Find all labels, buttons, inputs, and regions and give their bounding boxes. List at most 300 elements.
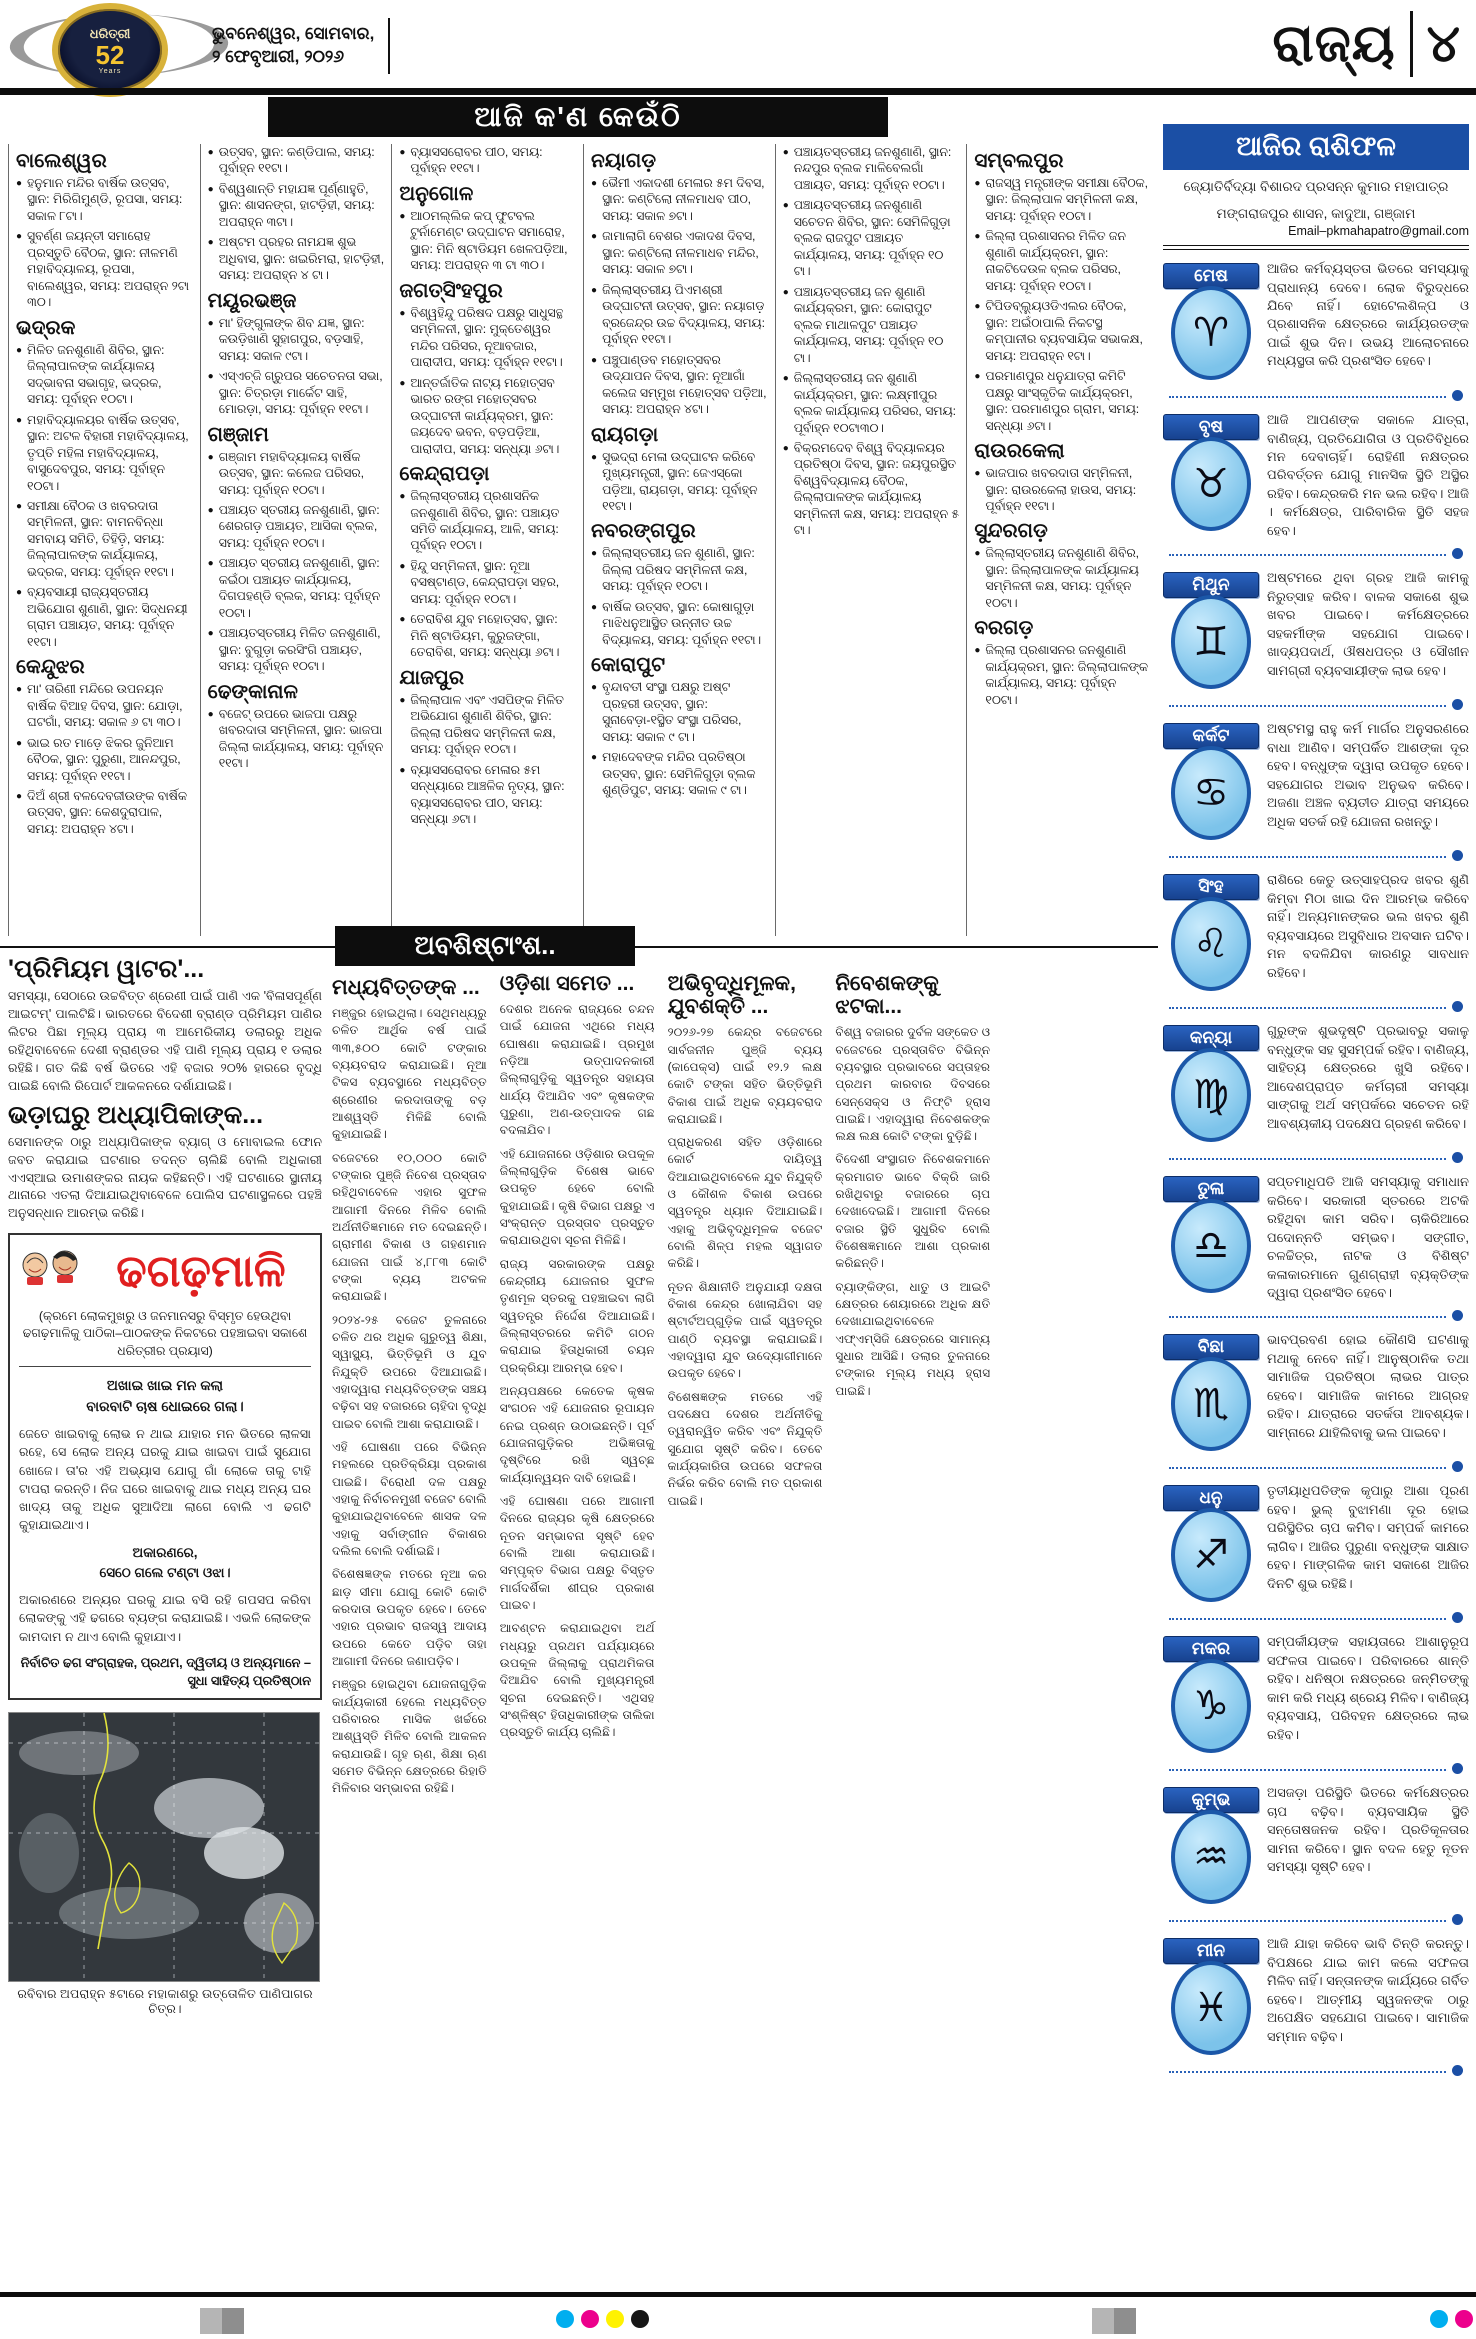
- event-item: [208, 555, 385, 621]
- event-item: [208, 706, 385, 772]
- horoscope-title: ଆଜିର ରାଶିଫଳ: [1163, 124, 1469, 170]
- district-section: [399, 668, 576, 828]
- bullet-icon: ●: [591, 682, 598, 694]
- event-text: ପଞ୍ଚାୟତସ୍ତରୀୟ ଜନଶୁଣାଣି, ସ୍ଥାନ: ନନ୍ଦପୁର ବ୍ଲକ ମାଳିବେଲଗାଁ ପଞ୍ଚାୟତ, ସମୟ: ପୂର୍ବାହ୍ନ ୧୦ଟା।: [793, 145, 952, 192]
- cancer-icon: ♋: [1171, 746, 1251, 840]
- event-item: [399, 558, 576, 607]
- event-item: [783, 144, 960, 193]
- event-text: ହନୁମାନ ମନ୍ଦିର ବାର୍ଷିକ ଉତ୍ସବ, ସ୍ଥାନ: ମିରିଗିମୁଣ୍ଡି, ରୂପସା, ସମୟ: ସକାଳ ୮ଟା।: [27, 176, 183, 223]
- event-item: [16, 788, 193, 837]
- remainder-paragraph: ଏହି ଯୋଜନାରେ ଓଡ଼ିଶାର ଉପକୂଳ ଜିଲ୍ଲାଗୁଡ଼ିକ ବିଶେଷ ଭାବେ ଉପକୃତ ହେବେ ବୋଲି କୁହାଯାଇଛି। କୃଷି ବିଭାଗ ପକ୍ଷରୁ ଏ ସଂକ୍ରାନ୍ତ ପ୍ରସ୍ତାବ ପ୍ରସ୍ତୁତ କରାଯାଉଥିବା ସୂଚନା ମିଳିଛି।: [499, 1146, 655, 1248]
- remainder-articles: [332, 972, 1158, 2280]
- event-text: ପଞ୍ଚୁପାଣ୍ଡବ ମହୋତ୍ସବର ଉଦ୍‌ଯାପନ ଦିବସ, ସ୍ଥାନ: ନୂଆଗାଁ କଲେଜ ସମ୍ମୁଖ ମହୋତ୍ସବ ପଡ଼ିଆ, ସମୟ: ଅପରାହ୍ନ ୪ଟା।: [602, 352, 767, 417]
- bullet-icon: ●: [591, 178, 598, 189]
- event-item: [974, 368, 1151, 434]
- horoscope-double-rule: [1163, 245, 1469, 250]
- district-section: [591, 151, 768, 418]
- district-section: [208, 425, 385, 675]
- event-text: ମା' ହିଙ୍ଗୁଳାଙ୍କ ଶିବ ଯଜ୍ଞ, ସ୍ଥାନ: କଉଡ଼ିଖାଣି ସୁହାଗପୁର, ବଡ଼ସାହି, ସମୟ: ସକାଳ ୯ଟା।: [218, 315, 365, 363]
- event-item: [208, 625, 385, 674]
- remainder-article: [668, 972, 823, 1510]
- event-item: [783, 197, 960, 279]
- event-text: ସମୀକ୍ଷା ବୈଠକ ଓ ଖବରଦାତା ସମ୍ମିଳନୀ, ସ୍ଥାନ: ବାମନବିନ୍ଧା ସମବାୟ ସମିତି, ତିହିଡ଼ି, ସମୟ: ଜିଲ୍ଲାପାଳଙ୍କ କାର୍ଯ୍ୟାଳୟ, ଭଦ୍ରକ, ସମୟ: ପୂର୍ବାହ୍ନ ୧୧ଟା।: [27, 498, 174, 579]
- aquarius-icon: ♒: [1171, 1810, 1251, 1904]
- district-section: [16, 151, 193, 311]
- cartoon-verse-line2: ବାରବାଟି ଚାଷ ଧୋଇରେ ଗଲା।: [86, 1398, 244, 1415]
- event-text: ଜିଲ୍ଲାପାଳ ଏବଂ ଏସପିଙ୍କ ମିଳିତ ଅଭିଯୋଗ ଶୁଣାଣି ଶିବିର, ସ୍ଥାନ: ଜିଲ୍ଲା ପରିଷଦ ସମ୍ମିଳନୀ କକ୍ଷ, ସମୟ: ପୂର୍ବାହ୍ନ ୧୦ଟା।: [410, 692, 564, 757]
- section-divider: [1410, 11, 1413, 77]
- event-text: ଜିଲ୍ଲାସ୍ତରୀୟ ଜନ ଶୁଣାଣି କାର୍ଯ୍ୟକ୍ରମ, ସ୍ଥାନ: ଲକ୍ଷ୍ମୀପୁର ବ୍ଲକ କାର୍ଯ୍ୟାଳୟ ପରିସର, ସମୟ: ପୂର୍ବାହ୍ନ ୧୦ଟା୩୦।: [793, 371, 957, 435]
- district-heading: ନୟାଗଡ଼: [591, 150, 657, 172]
- district-section: [399, 464, 576, 661]
- zodiac-block: [1163, 1633, 1469, 1774]
- cartoon-title: ଢଗଢ଼ମାଳି: [116, 1246, 286, 1296]
- blue-dot-icon: [1452, 1310, 1463, 1321]
- blue-dot-icon: [1452, 1001, 1463, 1012]
- district-section: [16, 657, 193, 837]
- bullet-icon: ●: [974, 548, 981, 560]
- event-text: ଭାଜପାର ଖବରଦାତା ସମ୍ମିଳନୀ, ସ୍ଥାନ: ରାଉରକେଲା ହାଉସ, ସମୟ: ପୂର୍ବାହ୍ନ ୧୧ଟା।: [985, 466, 1137, 513]
- blue-dot-icon: [1452, 548, 1463, 559]
- event-item: [783, 440, 960, 539]
- zodiac-name: କନ୍ୟା: [1163, 1025, 1259, 1051]
- bullet-icon: ●: [207, 237, 214, 249]
- zodiac-name: କୁମ୍ଭ: [1163, 1787, 1259, 1813]
- article-body: ସେମାନଙ୍କ ଠାରୁ ଅଧ୍ୟାପିକାଙ୍କ ବ୍ୟାଗ୍ ଓ ମୋବାଇଲ ଫୋନ ଜବତ କରାଯାଇ ଘଟଣାର ତଦନ୍ତ ଚାଲିଛି ବୋଲି ଅଧିକାରୀ ଏଏସ୍‌ଆଇ ଉମାଶଙ୍କର ନାୟକ କହିଛନ୍ତି। ଏହି ଘଟଣାରେ ସ୍ଥାନୀୟ ଥାନାରେ ଏତଲା ଦିଆଯାଇଥିବାବେଳେ ପୋଲିସ ଘଟଣାସ୍ଥଳରେ ପହଞ୍ଚି ଅନୁସନ୍ଧାନ ଆରମ୍ଭ କରିଛି।: [8, 1134, 322, 1221]
- zodiac-separator: [1169, 1763, 1463, 1774]
- event-text: ଜିଲ୍ଲା ପ୍ରଶାସନର ମିଳିତ ଜନ ଶୁଣାଣି କାର୍ଯ୍ୟକ୍ରମ, ସ୍ଥାନ: ନାକଟିଦେଉଳ ବ୍ଲକ ପରିସର, ସମୟ: ପୂର୍ବାହ୍ନ ୧୦ଟା।: [985, 229, 1126, 293]
- gray-density-patch: [200, 2308, 244, 2334]
- event-item: [591, 449, 768, 515]
- zodiac-name: ଧନୁ: [1163, 1485, 1259, 1511]
- zodiac-prediction: ସପ୍ତମାଧିପତି ଆଜି ସମସ୍ୟାକୁ ସମାଧାନ କରିବେ। ସରକାରୀ ସ୍ତରରେ ଅଟକି ରହିଥିବା କାମ ସରିବ। ଚାକିରିଆରେ ପଦୋନ୍ନତି ସମ୍ଭବ। ସଙ୍ଗୀତ, ଚଳଚ୍ଚିତ୍ର, ନାଟକ ଓ ବିଶିଷ୍ଟ କଳାକାରମାନେ ଗୁଣଗ୍ରାହୀ ବ୍ୟକ୍ତିଙ୍କ ଦ୍ୱାରା ପ୍ରଶଂସିତ ହେବେ।: [1267, 1174, 1469, 1301]
- cartoon-rule: [19, 1366, 311, 1367]
- event-text: ବିଶ୍ୱଶାନ୍ତି ମହାଯଜ୍ଞ ପୂର୍ଣ୍ଣାହୁତି, ସ୍ଥାନ: ଶାସନଙ୍ଗ, ହାଟଡ଼ିହୀ, ସମୟ: ଅପରାହ୍ନ ୩ଟା।: [218, 181, 375, 229]
- blue-dot-icon: [1452, 1914, 1463, 1925]
- remainder-article: [835, 972, 990, 1400]
- bullet-icon: ●: [591, 354, 598, 366]
- event-item: [399, 611, 576, 660]
- event-item: [591, 545, 768, 594]
- event-text: ଆନ୍ତର୍ଜାତିକ ନାଟ୍ୟ ମହୋତ୍ସବ ଭାରତ ରଙ୍ଗ ମହୋତ୍ସବର ଉଦ୍‌ଘାଟନୀ କାର୍ଯ୍ୟକ୍ରମ, ସ୍ଥାନ: ଜୟଦେବ ଭବନ, ବଡ଼ପଡ଼ିଆ, ପାରାଦୀପ, ସମୟ: ସନ୍ଧ୍ୟା ୬ଟା।: [410, 375, 560, 456]
- zodiac-separator: [1169, 1152, 1463, 1163]
- dateline-date: ୨ ଫେବୃଆରୀ, ୨୦୨୬: [212, 47, 345, 66]
- virgo-icon: ♍: [1171, 1048, 1251, 1142]
- event-item: [591, 352, 768, 418]
- bullet-icon: ●: [591, 601, 598, 613]
- remainder-article: [332, 976, 487, 1798]
- remainder-banner: ଅବଶିଷ୍ଟାଂଶ..: [335, 926, 635, 966]
- article-premium-water: [8, 956, 322, 1096]
- event-text: ଜିଲ୍ଲାସ୍ତରୀୟ ଜନ ଶୁଣାଣି, ସ୍ଥାନ: ଜିଲ୍ଲା ପରିଷଦ ସମ୍ମିଳନୀ କକ୍ଷ, ସମୟ: ପୂର୍ବାହ୍ନ ୧୦ଟା।: [602, 546, 755, 594]
- bullet-icon: ●: [782, 200, 789, 212]
- bullet-icon: ●: [974, 301, 981, 313]
- gray-density-patch: [1092, 2308, 1136, 2334]
- article-body: ସମସ୍ୟା, ସେଠାରେ ଉଚ୍ଚବିତ୍ତ ଶ୍ରେଣୀ ପାଇଁ ପାଣି ଏକ 'ବିଳାସପୂର୍ଣ୍ଣ ଆଇଟମ୍' ପାଲଟିଛି। ଭାରତରେ ବିଦେଶୀ ବ୍ରାଣ୍ଡ ପ୍ରିମିୟମ ପାଣିର ଲିଟର ପିଛା ମୂଲ୍ୟ ପ୍ରାୟ ୩ ଆମେରିକୀୟ ଡଲାରରୁ ଅଧିକ ରହିଥିବାବେଳେ ଦେଶୀ ବ୍ରାଣ୍ଡର ଏହି ପାଣି ମୂଲ୍ୟ ପ୍ରାୟ ୧ ଡଲାର ରହିଛି। ଗତ କିଛି ବର୍ଷ ଭିତରେ ଏହି ବଜାର ୨୦% ହାରରେ ବୃଦ୍ଧି ପାଇଛି ବୋଲି ରିପୋର୍ଟ ଆକଳନରେ ଦର୍ଶାଯାଇଛି।: [8, 989, 322, 1093]
- dotted-line: [1169, 2069, 1446, 2073]
- event-listings: [8, 144, 1158, 936]
- bullet-icon: ●: [591, 548, 598, 560]
- district-section: [974, 441, 1151, 514]
- district-section: [16, 318, 193, 650]
- district-heading: ଢେଙ୍କାନାଳ: [207, 680, 298, 703]
- zodiac-name: ସିଂହ: [1163, 874, 1259, 900]
- bullet-icon: ●: [16, 791, 23, 802]
- event-text: ଜିଲ୍ଲାସ୍ତରୀୟ ଜନଶୁଣାଣି ଶିବିର, ସ୍ଥାନ: ଜିଲ୍ଲାପାଳଙ୍କ କାର୍ଯ୍ୟାଳୟ ସମ୍ମିଳନୀ କକ୍ଷ, ସମୟ: ପୂର୍ବାହ୍ନ ୧୦ଟା।: [985, 546, 1140, 610]
- event-item: [208, 502, 385, 551]
- event-item: [208, 144, 385, 177]
- district-section: [591, 521, 768, 648]
- bullet-icon: ●: [782, 373, 789, 385]
- bullet-icon: ●: [591, 284, 598, 296]
- event-item: [16, 584, 193, 650]
- event-item: [208, 181, 385, 230]
- event-item: [591, 228, 768, 277]
- zodiac-name: ମେଷ: [1163, 263, 1259, 289]
- event-item: [974, 545, 1151, 611]
- zodiac-block: [1163, 1173, 1469, 1321]
- district-section: [783, 144, 960, 539]
- bullet-icon: ●: [207, 451, 214, 463]
- leo-icon: ♌: [1171, 897, 1251, 991]
- zodiac-prediction: ଅଷ୍ଟମରେ ଥିବା ଗ୍ରହ ଆଜି କାମକୁ ନିରୁତ୍ସାହ କରିବ। ବାଳକ ସକାଶେ ଶୁଭ ଖବର ପାଇବେ। କର୍ମକ୍ଷେତ୍ରରେ ସହକର୍ମୀଙ୍କ ସହଯୋଗ ପାଇବେ। ଖାଦ୍ୟପଦାର୍ଥ, ଔଷଧପତ୍ର ଓ ସୌଖୀନ ସାମଗ୍ରୀ ବ୍ୟବସାୟୀଙ୍କ ଲାଭ ହେବ।: [1267, 570, 1469, 678]
- bullet-icon: ●: [399, 210, 406, 222]
- cartoon-body1: ଜେତେ ଖାଇବାକୁ ଲୋଭ ନ ଥାଇ ଯାହାର ମନ ଭିତରେ ଲାଳସା ରହେ, ସେ ଲୋକ ଅନ୍ୟ ଘରକୁ ଯାଇ ଖାଇବା ପାଇଁ ସୁଯୋଗ ଖୋଜେ। ତା'ର ଏହି ଅଭ୍ୟାସ ଯୋଗୁ ଗାଁ ଲୋକେ ତାକୁ ଟାହି ଟାପରା କରନ୍ତି। ନିଜ ଘରେ ଖାଇବାକୁ ଥାଇ ମଧ୍ୟ ଅନ୍ୟ ଘର ଖାଦ୍ୟ ତାକୁ ଅଧିକ ସୁଆଦିଆ ଲାଗେ ବୋଲି ଏ ଢଗଟି କୁହାଯାଇଥାଏ।: [19, 1427, 311, 1533]
- district-heading: ଯାଜପୁର: [399, 666, 465, 689]
- event-item: [591, 175, 768, 224]
- district-heading: ସମ୍ବଲପୁର: [974, 150, 1064, 172]
- bullet-icon: ●: [16, 684, 23, 696]
- bullet-icon: ●: [782, 147, 789, 158]
- event-item: [783, 370, 960, 436]
- bullet-icon: ●: [782, 286, 789, 298]
- event-item: [591, 679, 768, 745]
- event-text: ଭାଇ ରତ ମାଡ଼େ ଝିକର ଜୁନିଆମ ବୈଠକ, ସ୍ଥାନ: ପୁରୁଣା, ଆନନ୍ଦପୁର, ସମୟ: ପୂର୍ବାହ୍ନ ୧୧ଟା।: [27, 735, 181, 783]
- cyan-dot-icon: [1430, 2310, 1448, 2328]
- zodiac-block: [1163, 1022, 1469, 1163]
- event-item: [399, 144, 576, 177]
- dateline: [212, 18, 390, 74]
- listings-column: [583, 144, 775, 936]
- bullet-icon: ●: [16, 231, 23, 243]
- event-item: [783, 284, 960, 366]
- pisces-icon: ♓: [1171, 1961, 1251, 2055]
- event-item: [16, 498, 193, 580]
- cartoon-caption: (କ୍ରମେ ଲୋକମୁଖରୁ ଓ ଜନମାନସରୁ ବିସ୍ମୃତ ହେଉଥିବା ଢଗଢ଼ମାଳିକୁ ପାଠିକା–ପାଠକଙ୍କ ନିକଟରେ ପହଞ୍ଚାଇବା ସକାଶେ ଧରିତ୍ରୀର ପ୍ରୟାସ): [22, 1309, 308, 1358]
- zodiac-block: [1163, 1482, 1469, 1623]
- bullet-icon: ●: [207, 147, 214, 158]
- taurus-icon: ♉: [1171, 437, 1251, 531]
- scorpio-icon: ♏: [1171, 1357, 1251, 1451]
- event-item: [208, 315, 385, 364]
- event-text: ସୁବର୍ଣ୍ଣ ଜୟନ୍ତୀ ସମାରୋହ ପ୍ରସ୍ତୁତି ବୈଠକ, ସ୍ଥାନ: ନୀଳମଣି ମହାବିଦ୍ୟାଳୟ, ରୂପସା, ବାଲେଶ୍ୱର, ସମୟ: ଅପରାହ୍ନ ୨ଟା ୩୦।: [27, 229, 190, 310]
- event-text: ସୁଭଦ୍ରା ମେଳା ଉଦ୍‌ଘାଟନ କରିବେ ମୁଖ୍ୟମନ୍ତ୍ରୀ, ସ୍ଥାନ: ଜେଏସ୍‌କୋ ପଡ଼ିଆ, ରାୟଗଡ଼ା, ସମୟ: ପୂର୍ବାହ୍ନ ୧୧ଟା।: [602, 449, 758, 513]
- astrologer-address: ମଙ୍ଗରାଜପୁର ଶାସନ, କାଦୁଆ, ଗଞ୍ଜାମ: [1216, 205, 1416, 221]
- zodiac-prediction: ସମ୍ପର୍କୀୟଙ୍କ ସହାୟତାରେ ଆଶାନୁରୂପ ସଫଳତା ପାଇବେ। ପରିବାରରେ ଶାନ୍ତି ରହିବ। ଧନିଷ୍ଠା ନକ୍ଷତ୍ରରେ ଜନ୍ମିତଙ୍କୁ କାମ କରି ମଧ୍ୟ ଶ୍ରେୟ ମିଳିବ। ବାଣିଜ୍ୟ ବ୍ୟବସାୟ, ପରିବହନ କ୍ଷେତ୍ରରେ ଲାଭ ରହିବ।: [1267, 1634, 1469, 1742]
- event-item: [399, 375, 576, 457]
- remainder-paragraph: ଏହି ଘୋଷଣା ପରେ ବିଭିନ୍ନ ମହଲରେ ପ୍ରତିକ୍ରିୟା ପ୍ରକାଶ ପାଇଛି। ବିରୋଧୀ ଦଳ ପକ୍ଷରୁ ଏହାକୁ ନିର୍ବାଚନମୁଖୀ ବଜେଟ ବୋଲି କୁହାଯାଇଥିବାବେଳେ ଶାସକ ଦଳ ଏହାକୁ ସର୍ବାଙ୍ଗୀନ ବିକାଶର ଦଲିଲ ବୋଲି ଦର୍ଶାଇଛି।: [332, 1439, 487, 1558]
- zodiac-separator: [1169, 1001, 1463, 1012]
- remainder-paragraph: ୨୦୨୪-୨୫ ବଜେଟ ତୁଳନାରେ ଚଳିତ ଥର ଅଧିକ ଗୁରୁତ୍ୱ ଶିକ୍ଷା, ସ୍ୱାସ୍ଥ୍ୟ, ଭିତ୍ତିଭୂମି ଓ ଯୁବ ନିଯୁକ୍ତି ଉପରେ ଦିଆଯାଇଛି। ଏହାଦ୍ୱାରା ମଧ୍ୟବିତ୍ତଙ୍କ ସଞ୍ଚୟ ବଢ଼ିବା ସହ ବଜାରରେ ଚାହିଦା ବୃଦ୍ଧି ପାଇବ ବୋଲି ଆଶା କରାଯାଉଛି।: [332, 1312, 487, 1431]
- event-item: [974, 298, 1151, 364]
- bullet-icon: ●: [207, 628, 214, 640]
- zodiac-separator: [1169, 1914, 1463, 1925]
- left-column: [8, 952, 322, 2017]
- district-section: [208, 144, 385, 284]
- event-item: [16, 681, 193, 730]
- event-item: [974, 228, 1151, 294]
- blue-dot-icon: [1452, 1612, 1463, 1623]
- print-registration-marks: [0, 2306, 1476, 2336]
- satellite-image: [8, 1712, 320, 1982]
- cartoon-verse-line1: ଅଖାଇ ଖାଇ ମନ କଲା: [106, 1377, 224, 1394]
- bullet-icon: ●: [207, 708, 214, 720]
- bullet-icon: ●: [399, 694, 406, 706]
- dotted-line: [1169, 1005, 1446, 1009]
- event-item: [974, 642, 1151, 708]
- bullet-icon: ●: [399, 560, 406, 572]
- district-section: [591, 425, 768, 515]
- zodiac-prediction: ଗୁରୁଙ୍କ ଶୁଭଦୃଷ୍ଟି ପ୍ରଭାବରୁ ସକାଳୁ ବନ୍ଧୁଙ୍କ ସହ ସୁସମ୍ପର୍କ ରହିବ। ବାଣିଜ୍ୟ, ସାହିତ୍ୟ କ୍ଷେତ୍ରରେ ଖୁସି ରହିବେ। ଆଦେଶପ୍ରାପ୍ତ କର୍ମଚାରୀ ସମସ୍ୟା ସାଙ୍ଗକୁ ଅର୍ଥ ସମ୍ପର୍କରେ ସଚେତନ ରହି ଆବଶ୍ୟକୀୟ ପଦକ୍ଷେପ ଗ୍ରହଣ କରିବେ।: [1267, 1023, 1469, 1131]
- remainder-paragraph: ୨୦୨୬-୨୭ କେନ୍ଦ୍ର ବଜେଟରେ ସାର୍ବଜନୀନ ପୁଞ୍ଜି ବ୍ୟୟ (କାପେକ୍ସ) ପାଇଁ ୧୨.୨ ଲକ୍ଷ କୋଟି ଟଙ୍କା ସହିତ ଭିତ୍ତିଭୂମି ବିକାଶ ପାଇଁ ଅଧିକ ବ୍ୟୟବରାଦ କରାଯାଇଛି।: [667, 1025, 823, 1126]
- bullet-icon: ●: [399, 614, 406, 626]
- district-section: [399, 281, 576, 457]
- dotted-line: [1169, 703, 1446, 707]
- event-text: ପଞ୍ଚାୟତସ୍ତରୀୟ ଜନଶୁଣାଣି ସଚେତନ ଶିବିର, ସ୍ଥାନ: ସେମିଳିଗୁଡ଼ା ବ୍ଲକ ରାଜପୁଟ ପଞ୍ଚାୟତ କାର୍ଯ୍ୟାଳୟ, ସମୟ: ପୂର୍ବାହ୍ନ ୧୦ ଟା।: [793, 198, 951, 279]
- remainder-paragraph: ମଞ୍ଜୁର ହୋଇଥିବା ଯୋଜନାଗୁଡ଼ିକ କାର୍ଯ୍ୟକାରୀ ହେଲେ ମଧ୍ୟବିତ୍ତ ପରିବାରର ମାସିକ ଖର୍ଚ୍ଚରେ ଆଶ୍ୱସ୍ତି ମିଳିବ ବୋଲି ଆକଳନ କରାଯାଉଛି। ଗୃହ ଋଣ, ଶିକ୍ଷା ଋଣ ସମେତ ବିଭିନ୍ନ କ୍ଷେତ୍ରରେ ରିହାତି ମିଳିବାର ସମ୍ଭାବନା ରହିଛି।: [332, 1677, 487, 1796]
- zodiac-separator: [1169, 699, 1463, 710]
- event-text: ମା' ତାରିଣୀ ମନ୍ଦିରେ ଉପନୟନ ବାର୍ଷିକ ବିଆହ ଦିବସ, ସ୍ଥାନ: ଯୋଡ଼ା, ଘଟଗାଁ, ସମୟ: ସକାଳ ୬ ଟା ୩୦।: [27, 682, 183, 730]
- cartoon-header: [19, 1243, 311, 1300]
- cmyk-dots: [556, 2310, 649, 2328]
- event-item: [208, 368, 385, 417]
- bullet-icon: ●: [207, 317, 214, 329]
- cyan-dot-icon: [556, 2310, 574, 2328]
- event-text: ବ୍ୟାସସରୋବର ମେଳାର ୫ମ ସନ୍ଧ୍ୟାରେ ଆଞ୍ଚଳିକ ନୃତ୍ୟ, ସ୍ଥାନ: ବ୍ୟାସସରୋବର ପୀଠ, ସମୟ: ସନ୍ଧ୍ୟା ୬ଟା।: [410, 762, 565, 826]
- listings-column: [966, 144, 1158, 936]
- event-text: ଗଞ୍ଜାମ ମହାବିଦ୍ୟାଳୟ ବାର୍ଷିକ ଉତ୍ସବ, ସ୍ଥାନ: କଲେଜ ପରିସର, ସମୟ: ପୂର୍ବାହ୍ନ ୧୦ଟା।: [218, 449, 365, 497]
- remainder-paragraph: ଏହି ଘୋଷଣା ପରେ ଆଗାମୀ ଦିନରେ ରାଜ୍ୟର କୃଷି କ୍ଷେତ୍ରରେ ନୂତନ ସମ୍ଭାବନା ସୃଷ୍ଟି ହେବ ବୋଲି ଆଶା କରାଯାଉଛି। ସମ୍ପୃକ୍ତ ବିଭାଗ ପକ୍ଷରୁ ବିସ୍ତୃତ ମାର୍ଗଦର୍ଶିକା ଶୀଘ୍ର ପ୍ରକାଶ ପାଇବ।: [499, 1493, 655, 1612]
- event-text: ମହାଦେବଙ୍କ ମନ୍ଦିର ପ୍ରତିଷ୍ଠା ଉତ୍ସବ, ସ୍ଥାନ: ସେମିଳିଗୁଡ଼ା ବ୍ଲକ ଶୁଣ୍ଡିପୁଟ, ସମୟ: ସକାଳ ୯ ଟା।: [602, 750, 756, 798]
- remainder-article-title: ଅଭିବୃଦ୍ଧିମୂଳକ, ଯୁବଶକ୍ତି ...: [667, 972, 796, 1019]
- district-section: [208, 291, 385, 418]
- zodiac-separator: [1169, 390, 1463, 401]
- zodiac-name: ମୀନ: [1163, 1938, 1259, 1964]
- bullet-icon: ●: [591, 231, 598, 243]
- blue-dot-icon: [1452, 1763, 1463, 1774]
- district-section: [208, 682, 385, 772]
- bullet-icon: ●: [16, 500, 23, 512]
- district-heading: ରାୟଗଡ଼ା: [591, 423, 659, 446]
- district-section: [974, 151, 1151, 434]
- cartoon-body2: ଅକାରଣରେ ଅନ୍ୟର ଘରକୁ ଯାଇ ବସି ରହି ଗପସପ କରିବା ଲୋକଙ୍କୁ ଏହି ଢଗରେ ବ୍ୟଙ୍ଗ କରାଯାଇଛି। ଏଭଳି ଲୋକଙ୍କ କାମଦାମ ନ ଥାଏ ବୋଲି କୁହାଯାଏ।: [19, 1593, 311, 1644]
- zodiac-prediction: ରାଶିରେ କେତୁ ଉତ୍ସାହପ୍ରଦ ଖବର ଶୁଣି କିମ୍ବା ମିଠା ଖାଇ ଦିନ ଆରମ୍ଭ କରିବେ ନାହିଁ। ଅନ୍ୟମାନଙ୍କର ଭଲ ଖବର ଶୁଣି ବ୍ୟବସାୟରେ ଅସୁବିଧାର ଅବସାନ ଘଟିବ। ମନ ବଦଳିଯିବା କାରଣରୁ ସାବଧାନ ରହିବେ।: [1267, 872, 1469, 980]
- bullet-icon: ●: [16, 737, 23, 749]
- section-box: [1272, 6, 1460, 82]
- bullet-icon: ●: [399, 764, 406, 776]
- dotted-line: [1169, 394, 1446, 398]
- zodiac-block: [1163, 1784, 1469, 1925]
- zodiac-prediction: ଆଜି ଆପଣଙ୍କ ସକାଳେ ଯାତ୍ରା, ବାଣିଜ୍ୟ, ପ୍ରତିଯୋଗିତା ଓ ପ୍ରତିବିଧିରେ ମନ ଦେବାଚାହିଁ। ରୋହିଣୀ ନକ୍ଷତ୍ରର ପରିବର୍ତ୍ତନ ଯୋଗୁ ମାନସିକ ସ୍ଥିତି ଅସ୍ଥିର ରହିବ। କେନ୍ଦ୍ରକରି ମନ ଭଲ ରହିବ। ଆଜି । କର୍ମକ୍ଷେତ୍ର, ପାରିବାରିକ ସ୍ଥିତି ସହଜ ହେବ।: [1267, 412, 1469, 538]
- event-text: ବଜେଟ୍ ଉପରେ ଭାଜପା ପକ୍ଷରୁ ଖବରଦାତା ସମ୍ମିଳନୀ, ସ୍ଥାନ: ଭାଜପା ଜିଲ୍ଲା କାର୍ଯ୍ୟାଳୟ, ସମୟ: ପୂର୍ବାହ୍ନ ୧୧ଟା।: [218, 706, 384, 771]
- listings-column: [200, 144, 392, 936]
- event-item: [591, 749, 768, 798]
- event-text: ଜିଲ୍ଲାସ୍ତରୀୟ ପିଏମଶ୍ରୀ ଉଦ୍‌ଘାଟନୀ ଉତ୍ସବ, ସ୍ଥାନ: ନୟାଗଡ଼ ବ୍ରଜେନ୍ଦ୍ର ଉଚ୍ଚ ବିଦ୍ୟାଳୟ, ସମୟ: ପୂର୍ବାହ୍ନ ୧୧ଟା।: [602, 282, 765, 347]
- dotted-line: [1169, 1616, 1446, 1620]
- bullet-icon: ●: [782, 442, 789, 454]
- district-heading: ବାଲେଶ୍ୱର: [16, 150, 107, 172]
- capricorn-icon: ♑: [1171, 1659, 1251, 1753]
- remainder-paragraph: ପ୍ରାଧିକରଣ ସହିତ ଓଡ଼ିଶାରେ କୋର୍ଟ ଦାୟିତ୍ୱ ଦିଆଯାଇଥିବାବେଳେ ଯୁବ ନିଯୁକ୍ତି ଓ କୌଶଳ ବିକାଶ ଉପରେ ସ୍ୱତନ୍ତ୍ର ଧ୍ୟାନ ଦିଆଯାଇଛି। ଏହାକୁ ଅଭିବୃଦ୍ଧିମୂଳକ ବଜେଟ ବୋଲି ଶିଳ୍ପ ମହଲ ସ୍ୱାଗତ କରିଛି।: [667, 1135, 823, 1271]
- zodiac-block: [1163, 1331, 1469, 1472]
- zodiac-prediction: ଭାବପ୍ରବଣ ହୋଇ କୌଣସି ଘଟଣାକୁ ମଥାକୁ ନେବେ ନାହିଁ। ଆନୁଷ୍ଠାନିକ ତଥା ସାମାଜିକ ପ୍ରତିଷ୍ଠା ଲାଭର ପାତ୍ର ହେବେ। ସାମାଜିକ କାମରେ ଆଗ୍ରହ ରହିବ। ଯାତ୍ରାରେ ସତର୍କତା ଆବଶ୍ୟକ। ସାମ୍ନାରେ ଯାହିଲିବାକୁ ଭଲ ପାଇବେ।: [1267, 1332, 1469, 1440]
- bullet-icon: ●: [399, 491, 406, 503]
- event-text: ଜିଲ୍ଲାସ୍ତରୀୟ ପ୍ରଶାସନିକ ଜନଶୁଣାଣି ଶିବିର, ସ୍ଥାନ: ପଞ୍ଚାୟତ ସମିତି କାର୍ଯ୍ୟାଳୟ, ଆଳି, ସମୟ: ପୂର୍ବାହ୍ନ ୧୦ଟା।: [410, 489, 560, 553]
- article-lecturer: [8, 1102, 322, 1224]
- zodiac-prediction: ତୃତୀୟାଧିପତିଙ୍କ କୃପାରୁ ଆଶା ପୂରଣ ହେବ। ଭୁଲ୍ ବୁଝାମଣା ଦୂର ହୋଇ ପରିସ୍ଥିତିର ଚାପ କମିବ। ସମ୍ପର୍କ କାମରେ ଲାଗିବ। ଆଜିର ପୁରୁଣା ବନ୍ଧୁଙ୍କ ସାକ୍ଷାତ ହେବ। ମାଙ୍ଗଳିକ କାମ ସକାଶେ ଆଜିର ଦିନଟି ଶୁଭ ରହିଛି।: [1267, 1483, 1469, 1591]
- event-text: ଜିଲ୍ଲା ପ୍ରଶାସନର ଜନଶୁଣାଣି କାର୍ଯ୍ୟକ୍ରମ, ସ୍ଥାନ: ଜିଲ୍ଲାପାଳଙ୍କ କାର୍ଯ୍ୟାଳୟ, ସମୟ: ପୂର୍ବାହ୍ନ ୧୦ଟା।: [985, 643, 1149, 707]
- district-heading: ବରଗଡ଼: [974, 617, 1034, 640]
- section-label: ରାଜ୍ୟ: [1272, 14, 1396, 73]
- event-text: ବାର୍ଷିକ ଉତ୍ସବ, ସ୍ଥାନ: କୋଷାଗୁଡ଼ା ମାଝିଧନୁଆସ୍ଥିତ ଉନ୍ନୀତ ଉଚ୍ଚ ବିଦ୍ୟାଳୟ, ସମୟ: ପୂର୍ବାହ୍ନ ୧୧ଟା।: [602, 599, 762, 647]
- district-heading: ଜଗତ୍‌ସିଂହପୁର: [399, 279, 503, 302]
- zodiac-name: ମକର: [1163, 1636, 1259, 1662]
- bullet-icon: ●: [207, 504, 214, 516]
- blue-dot-icon: [1452, 2065, 1463, 2076]
- dotted-line: [1169, 552, 1446, 556]
- dotted-line: [1169, 1767, 1446, 1771]
- event-item: [399, 692, 576, 758]
- blue-dot-icon: [1452, 850, 1463, 861]
- event-text: ବ୍ୟବସାୟୀ ରାଜ୍ୟସ୍ତରୀୟ ଅଭିଯୋଗ ଶୁଣାଣି, ସ୍ଥାନ: ସିଦ୍ଧନୟୀ ଗ୍ରାମ ପଞ୍ଚାୟତ, ସମୟ: ପୂର୍ବାହ୍ନ ୧୧ଟା।: [27, 585, 188, 649]
- remainder-paragraph: ମଞ୍ଜୁର ହୋଇଥିଲା। ସେଥିମଧ୍ୟରୁ ଚଳିତ ଆର୍ଥିକ ବର୍ଷ ପାଇଁ ୩୩,୫୦୦ କୋଟି ଟଙ୍କାର ବ୍ୟୟବରାଦ କରାଯାଇଛି। ନୂଆ ଟିକସ ବ୍ୟବସ୍ଥାରେ ମଧ୍ୟବିତ୍ତ ଶ୍ରେଣୀର କରଦାତାଙ୍କୁ ବଡ଼ ଆଶ୍ୱସ୍ତି ମିଳିଛି ବୋଲି କୁହାଯାଇଛି।: [332, 1006, 487, 1142]
- bullet-icon: ●: [207, 371, 214, 383]
- bullet-icon: ●: [16, 178, 23, 189]
- event-item: [208, 449, 385, 498]
- dharitri-logo: [52, 3, 168, 97]
- cartoon-mid-line1: ଅକାରଣରେ,: [132, 1544, 198, 1560]
- dotted-line: [1169, 854, 1446, 858]
- masthead: [0, 0, 1476, 88]
- event-item: [974, 175, 1151, 224]
- event-item: [16, 412, 193, 494]
- event-text: ଦିଅଁ ଶ୍ରୀ ବଳଦେବଜୀଉଙ୍କ ବାର୍ଷିକ ଉତ୍ସବ, ସ୍ଥାନ: କେଶଦୁରାପାଳ, ସମୟ: ଅପରାହ୍ନ ୪ଟା।: [27, 789, 187, 836]
- blue-dot-icon: [1452, 390, 1463, 401]
- magenta-dot-icon: [1455, 2310, 1473, 2328]
- remainder-article: [500, 972, 655, 1742]
- black-dot-icon: [631, 2310, 649, 2328]
- bullet-icon: ●: [399, 377, 406, 389]
- zodiac-separator: [1169, 1612, 1463, 1623]
- zodiac-name: କର୍କଟ: [1163, 723, 1259, 749]
- remainder-paragraph: ଦେଶର ଅନେକ ରାଜ୍ୟରେ ଚନ୍ଦନ ପାଇଁ ଯୋଜନା ଏଥିରେ ମଧ୍ୟ ଘୋଷଣା କରାଯାଇଛି। ପ୍ରମୁଖ ନଡ଼ିଆ ଉତ୍ପାଦନକାରୀ ଜିଲ୍ଲାଗୁଡ଼ିକୁ ସ୍ୱତନ୍ତ୍ର ସହାୟତା ଧାର୍ଯ୍ୟ ଦିଆଯିବ ଏବଂ କୃଷକଙ୍କ ପୁରୁଣା, ଅଣ-ଉତ୍ପାଦକ ଗଛ ବଦଳାଯିବ।: [499, 1002, 655, 1138]
- event-text: ପଞ୍ଚାୟତସ୍ତରୀୟ ଜନ ଶୁଣାଣି କାର୍ଯ୍ୟକ୍ରମ, ସ୍ଥାନ: କୋରାପୁଟ ବ୍ଲକ ମାଥାଳପୁଟ ପଞ୍ଚାୟତ କାର୍ଯ୍ୟାଳୟ, ସମୟ: ପୂର୍ବାହ୍ନ ୧୦ ଟା।: [793, 284, 944, 365]
- bottom-rule: [0, 2292, 1476, 2297]
- bullet-icon: ●: [16, 414, 23, 426]
- page-number: ୪: [1426, 14, 1460, 73]
- dotted-line: [1169, 1156, 1446, 1160]
- bullet-icon: ●: [207, 183, 214, 195]
- zodiac-separator: [1169, 548, 1463, 559]
- district-heading: ଅନୁଗୋଳ: [399, 182, 474, 205]
- bullet-icon: ●: [207, 558, 214, 570]
- header-rule: [0, 88, 1476, 95]
- listings-column: [8, 144, 200, 936]
- event-text: ପଞ୍ଚାୟତସ୍ତରୀୟ ମିଳିତ ଜନଶୁଣାଣି, ସ୍ଥାନ: ବୁଗୁଡ଼ା କରସିଂଗି ପଞ୍ଚାୟତ, ସମୟ: ପୂର୍ବାହ୍ନ ୧୦ଟା।: [218, 626, 381, 674]
- event-text: ବିକ୍ରମଦେବ ବିଶ୍ୱ ବିଦ୍ୟାଳୟର ପ୍ରତିଷ୍ଠା ଦିବସ, ସ୍ଥାନ: ଜୟପୁରସ୍ଥିତ ବିଶ୍ୱବିଦ୍ୟାଳୟ ବୈଠକ, ଜିଲ୍ଲାପାଳଙ୍କ କାର୍ଯ୍ୟାଳୟ ସମ୍ମିଳନୀ କକ୍ଷ, ସମୟ: ଅପରାହ୍ନ ୫ ଟା।: [793, 440, 960, 538]
- event-item: [974, 465, 1151, 514]
- event-item: [591, 599, 768, 648]
- zodiac-separator: [1169, 2065, 1463, 2076]
- bullet-icon: ●: [974, 371, 981, 383]
- event-text: ଉତ୍ସବ, ସ୍ଥାନ: କଣ୍ଡିପାଲ, ସମୟ: ପୂର୍ବାହ୍ନ ୧୧ଟା।: [218, 145, 375, 176]
- zodiac-separator: [1169, 1310, 1463, 1321]
- event-item: [399, 762, 576, 828]
- event-item: [399, 305, 576, 371]
- event-text: ଟିପିଡବ୍ଲ୍ୟୁଓଡିଏଲର ବୈଠକ, ସ୍ଥାନ: ଅଇଁଠାପାଲି ନିକଟସ୍ଥ କମ୍ପାନୀର ବ୍ୟବସାୟିକ ସଭାକକ୍ଷ, ସମୟ: ଅପରାହ୍ନ ୧ଟା।: [985, 299, 1143, 363]
- event-text: ଆଠମଲ୍ଲିକ କପ୍ ଫୁଟବଲ ଟୁର୍ନାମେଣ୍ଟ ଉଦ୍‌ଘାଟନ ସମାରୋହ, ସ୍ଥାନ: ମିନି ଷ୍ଟାଡିୟମ ଖେଳପଡ଼ିଆ, ସମୟ: ଅପରାହ୍ନ ୩ ଟା ୩୦।: [410, 208, 568, 273]
- event-item: [16, 228, 193, 310]
- district-heading: କୋରାପୁଟ: [591, 654, 666, 677]
- cartoon-faces-icon: [19, 1243, 83, 1300]
- listings-column: [391, 144, 583, 936]
- zodiac-block: [1163, 569, 1469, 710]
- gemini-icon: ♊: [1171, 595, 1251, 689]
- bullet-icon: ●: [399, 147, 406, 158]
- district-section: [591, 655, 768, 798]
- district-heading: ସୁନ୍ଦରଗଡ଼: [974, 520, 1048, 543]
- event-text: ମହାବିଦ୍ୟାଳୟର ବାର୍ଷିକ ଉତ୍ସବ, ସ୍ଥାନ: ଅଟଳ ବିହାରୀ ମହାବିଦ୍ୟାଳୟ, ତୃପ୍ତି ମହିଳା ମହାବିଦ୍ୟାଳୟ, ବାସୁଦେବପୁର, ସମୟ: ପୂର୍ବାହ୍ନ ୧୦ଟା।: [27, 412, 189, 493]
- event-text: ପଞ୍ଚାୟତ ସ୍ତରୀୟ ଜନଶୁଣାଣି, ସ୍ଥାନ: କଇଁଠା ପଞ୍ଚାୟତ କାର୍ଯ୍ୟାଳୟ, ଦିଗପହଣ୍ଡି ବ୍ଲକ, ସମୟ: ପୂର୍ବାହ୍ନ ୧୦ଟା।: [218, 556, 381, 620]
- event-item: [399, 208, 576, 274]
- district-section: [974, 618, 1151, 708]
- logo-years-label: Years: [98, 67, 122, 75]
- zodiac-block: [1163, 871, 1469, 1012]
- zodiac-separator: [1169, 850, 1463, 861]
- libra-icon: ♎: [1171, 1199, 1251, 1293]
- district-heading: କେନ୍ଦୁଝର: [16, 656, 85, 679]
- district-heading: ଗଞ୍ଜାମ: [207, 423, 269, 446]
- event-item: [208, 234, 385, 283]
- bullet-icon: ●: [974, 178, 981, 189]
- remainder-article-title: ନିବେଶକଙ୍କୁ ଝଟକା...: [835, 972, 939, 1019]
- dotted-line: [1169, 1465, 1446, 1469]
- zodiac-name: ମିଥୁନ: [1163, 572, 1259, 598]
- logo-years: 52: [95, 39, 125, 70]
- dhagadhamali-box: [8, 1233, 322, 1700]
- today-listings-banner: ଆଜି କ'ଣ କେଉଁଠି: [268, 97, 888, 137]
- yellow-dot-icon: [606, 2310, 624, 2328]
- event-text: ପରମାଣପୁର ଧନୁଯାତ୍ରା କମିଟି ପକ୍ଷରୁ ସାଂସ୍କୃତିକ କାର୍ଯ୍ୟକ୍ରମ, ସ୍ଥାନ: ପରମାଣପୁର ଗ୍ରାମ, ସମୟ: ସନ୍ଧ୍ୟା ୬ଟା।: [985, 369, 1140, 433]
- remainder-paragraph: ବିଶେଷଜ୍ଞଙ୍କ ମତରେ ଏହି ପଦକ୍ଷେପ ଦେଶର ଅର୍ଥନୀତିକୁ ତ୍ୱରାନ୍ୱିତ କରିବ ଏବଂ ନିଯୁକ୍ତି ସୁଯୋଗ ସୃଷ୍ଟି କରିବ। ତେବେ କାର୍ଯ୍ୟକାରିତା ଉପରେ ସଫଳତା ନିର୍ଭର କରିବ ବୋଲି ମତ ପ୍ରକାଶ ପାଇଛି।: [667, 1389, 823, 1508]
- zodiac-prediction: ଅଷ୍ଟମସ୍ଥ ରାହୁ କର୍ମ ମାର୍ଗର ଅନୁସରଣରେ ବାଧା ଆଣିବ। ସମ୍ପର୍କିତ ଆଶଙ୍କା ଦୂର ହେବ। ବନ୍ଧୁଙ୍କ ଦ୍ୱାରା ଉପକୃତ ହେବେ। ସହଯୋଗର ଅଭାବ ଅନୁଭବ କରିବେ। ଅଜଣା ଅଞ୍ଚଳ ବ୍ୟତୀତ ଯାତ୍ରା ସମୟରେ ଅଧିକ ସତର୍କ ରହି ଯୋଜନା ରଖନ୍ତୁ।: [1267, 721, 1469, 829]
- zodiac-block: [1163, 720, 1469, 861]
- article-title: 'ପ୍ରିମିୟମ ୱାଟର'...: [8, 955, 205, 983]
- event-item: [16, 342, 193, 408]
- event-text: ଅଷ୍ଟମ ପ୍ରହର ନାମଯଜ୍ଞ ଶୁଭ ଅଧିବାସ, ସ୍ଥାନ: ଖଇରିମରା, ହାଟଡ଼ିହୀ, ସମୟ: ଅପରାହ୍ନ ୪ ଟା।: [218, 235, 385, 283]
- event-text: ରାଜସ୍ୱ ମନ୍ତ୍ରୀଙ୍କ ସମୀକ୍ଷା ବୈଠକ, ସ୍ଥାନ: ଜିଲ୍ଲାପାଳ ସମ୍ମିଳନୀ କକ୍ଷ, ସମୟ: ପୂର୍ବାହ୍ନ ୧୦ଟା।: [985, 176, 1149, 223]
- listings-column: [775, 144, 967, 936]
- district-section: [399, 144, 576, 177]
- zodiac-prediction: ଅସଜଡ଼ା ପରିସ୍ଥିତି ଭିତରେ କର୍ମକ୍ଷେତ୍ରର ଚାପ ବଢ଼ିବ। ବ୍ୟବସାୟିକ ସ୍ଥିତି ସନ୍ତୋଷଜନକ ରହିବ। ପ୍ରତିକୂଳତାର ସାମନା କରିବେ। ସ୍ଥାନ ବଦଳ ହେତୁ ନୂତନ ସମସ୍ୟା ସୃଷ୍ଟି ହେବ।: [1267, 1785, 1469, 1875]
- event-text: ବିଶ୍ୱହିନ୍ଦୁ ପରିଷଦ ପକ୍ଷରୁ ସାଧୁସନ୍ଥ ସମ୍ମିଳନୀ, ସ୍ଥାନ: ମୁକ୍ତେଶ୍ୱର ମନ୍ଦିର ପରିସର, ନୂଆବଜାର, ପାରାଦୀପ, ସମୟ: ପୂର୍ବାହ୍ନ ୧୧ଟା।: [410, 305, 564, 370]
- district-heading: ଭଦ୍ରକ: [16, 316, 76, 339]
- remainder-paragraph: ନୂତନ ଶିକ୍ଷାନୀତି ଅନୁଯାୟୀ ଦକ୍ଷତା ବିକାଶ କେନ୍ଦ୍ର ଖୋଲାଯିବା ସହ ଷ୍ଟାର୍ଟଅପ୍‌ଗୁଡ଼ିକ ପାଇଁ ସ୍ୱତନ୍ତ୍ର ପାଣ୍ଠି ବ୍ୟବସ୍ଥା କରାଯାଇଛି। ଏହାଦ୍ୱାରା ଯୁବ ଉଦ୍ୟୋଗୀମାନେ ଉପକୃତ ହେବେ।: [667, 1279, 823, 1381]
- remainder-paragraph: ରାଜ୍ୟ ସରକାରଙ୍କ ପକ୍ଷରୁ କେନ୍ଦ୍ରୀୟ ଯୋଜନାର ସୁଫଳ ତୃଣମୂଳ ସ୍ତରକୁ ପହଞ୍ଚାଇବା ଲାଗି ସ୍ୱତନ୍ତ୍ର ନିର୍ଦ୍ଦେଶ ଦିଆଯାଇଛି। ଜିଲ୍ଲାସ୍ତରରେ କମିଟି ଗଠନ କରାଯାଇ ହିତାଧିକାରୀ ଚୟନ ପ୍ରକ୍ରିୟା ଆରମ୍ଭ ହେବ।: [499, 1256, 655, 1375]
- bullet-icon: ●: [16, 344, 23, 356]
- zodiac-block: [1163, 1935, 1469, 2076]
- remainder-paragraph: ଅନ୍ୟପକ୍ଷରେ କେତେକ କୃଷକ ସଂଗଠନ ଏହି ଯୋଜନାର ରୂପାୟନ ନେଇ ପ୍ରଶ୍ନ ଉଠାଇଛନ୍ତି। ପୂର୍ବ ଯୋଜନାଗୁଡ଼ିକର ଅଭିଜ୍ଞତାକୁ ଦୃଷ୍ଟିରେ ରଖି ସ୍ୱଚ୍ଛ କାର୍ଯ୍ୟାନ୍ୱୟନ ଦାବି ହୋଇଛି।: [499, 1383, 655, 1485]
